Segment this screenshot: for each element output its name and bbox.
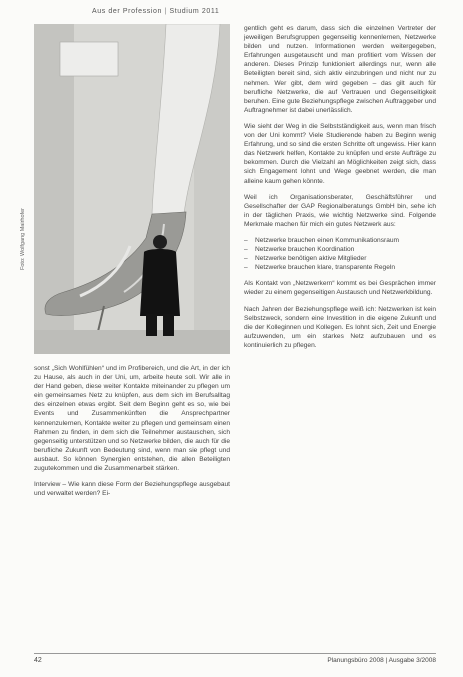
list-item: – Netzwerke brauchen Koordination xyxy=(244,245,436,254)
footer-divider xyxy=(34,653,436,654)
list-item: – Netzwerke brauchen klare, transparente Regeln xyxy=(244,263,436,272)
header-subsection: Studium 2011 xyxy=(169,8,220,15)
list-item: – Netzwerke brauchen einen Kommunikationsraum xyxy=(244,236,436,245)
header-separator: | xyxy=(164,8,167,15)
right-column xyxy=(244,24,436,357)
bullet-list xyxy=(244,236,436,272)
paragraph: Interview – Wie kann diese Form der Beziehungspflege ausgebaut und verwaltet werden? Ei- xyxy=(34,481,230,498)
header-section: Aus der Profession xyxy=(92,8,162,15)
article-photo xyxy=(34,24,230,354)
left-column xyxy=(34,364,230,505)
paragraph: Als Kontakt von „Netzwerkern“ kommt es bei Gesprächen immer wieder zu einem gegenseitigen Austausch und Netzwerkbildung. xyxy=(244,280,436,297)
paragraph: Nach Jahren der Beziehungspflege weiß ich: Netzwerken ist kein Selbstzweck, sondern eine Investition in die eigene Zukunft und die der Kolleginnen und Kollegen. Es lohnt sich, Zeit und Energie aufzuwenden, um ein starkes Netz aufzubauen und es kontinuierlich zu pflegen. xyxy=(244,305,436,349)
list-item: – Netzwerke benötigen aktive Mitglieder xyxy=(244,254,436,263)
publication-info: Planungsbüro 2008 | Ausgabe 3/2008 xyxy=(327,657,436,664)
paragraph: Weil ich Organisationsberater, Geschäftsführer und Gesellschafter der GAP Regionalberatungs GmbH bin, sehe ich in der täglichen Praxis, wie wichtig Netzwerke sind. Folgende Merkmale machen für mich ein gutes Netzwerk aus: xyxy=(244,193,436,228)
paragraph: sonst „Sich Wohlfühlen“ und im Profibereich, und die Art, in der ich zu Hause, als auch in der Uni, um, arbeite heute soll. Wir alle in der Hand geben, diese weiter Kontakte miteinander zu pflegen um ein gemeinsames Netz zu knüpfen, aus dem sich im Berufsalltag des einzelnen etwas ergibt. Seit dem Beginn geht es so, wie bei Events und Zusammenkünften die Ansprechpartner kennenzulernen, Kontakte weiter zu pflegen und gemeinsam einen Rahmen zu finden, in dem sich die Teilnehmer austauschen, sich gegenseitig unterstützen und so Netzwerke bilden, die auch für die berufliche Zukunft von Bedeutung sind, wenn man sie pflegt und ausbaut. So können Synergien entstehen, die allen Beteiligten zugutekommen und die Zusammenarbeit stärken. xyxy=(34,365,230,473)
photo-illustration xyxy=(34,24,230,354)
running-header xyxy=(92,8,219,15)
paragraph: Wie sieht der Weg in die Selbstständigkeit aus, wenn man frisch von der Uni kommt? Viele Studierende haben zu Beginn wenig Erfahrung, und so sind die ersten Schritte oft ungewiss. Hier kann das Netzwerk helfen, Kontakte zu knüpfen und erste Aufträge zu bekommen. Durch die Vielzahl an Möglichkeiten zeigt sich, dass sich Engagement lohnt und Wege geebnet werden, die man alleine kaum gehen könnte. xyxy=(244,122,436,185)
paragraph: gentlich geht es darum, dass sich die einzelnen Vertreter der jeweiligen Berufsgruppen gegenseitig kennenlernen, Netzwerke bilden und nutzen. Informationen werden weitergegeben, Erfahrungen ausgetauscht und man profitiert vom Wissen der anderen. Dieses Prinzip funktioniert allerdings nur, wenn alle Beteiligten bereit sind, sich aktiv einzubringen und nicht nur zu nehmen. Wer gibt, dem wird gegeben – das gilt auch für berufliche Netzwerke, die auf Vertrauen und Gegenseitigkeit beruhen. Eine gute Beziehungspflege zwischen Auftraggeber und Auftragnehmer ist dabei unerlässlich. xyxy=(244,25,436,114)
photo-credit: Foto: Wolfgang Mairhofer xyxy=(20,208,26,270)
page-number: 42 xyxy=(34,657,42,664)
